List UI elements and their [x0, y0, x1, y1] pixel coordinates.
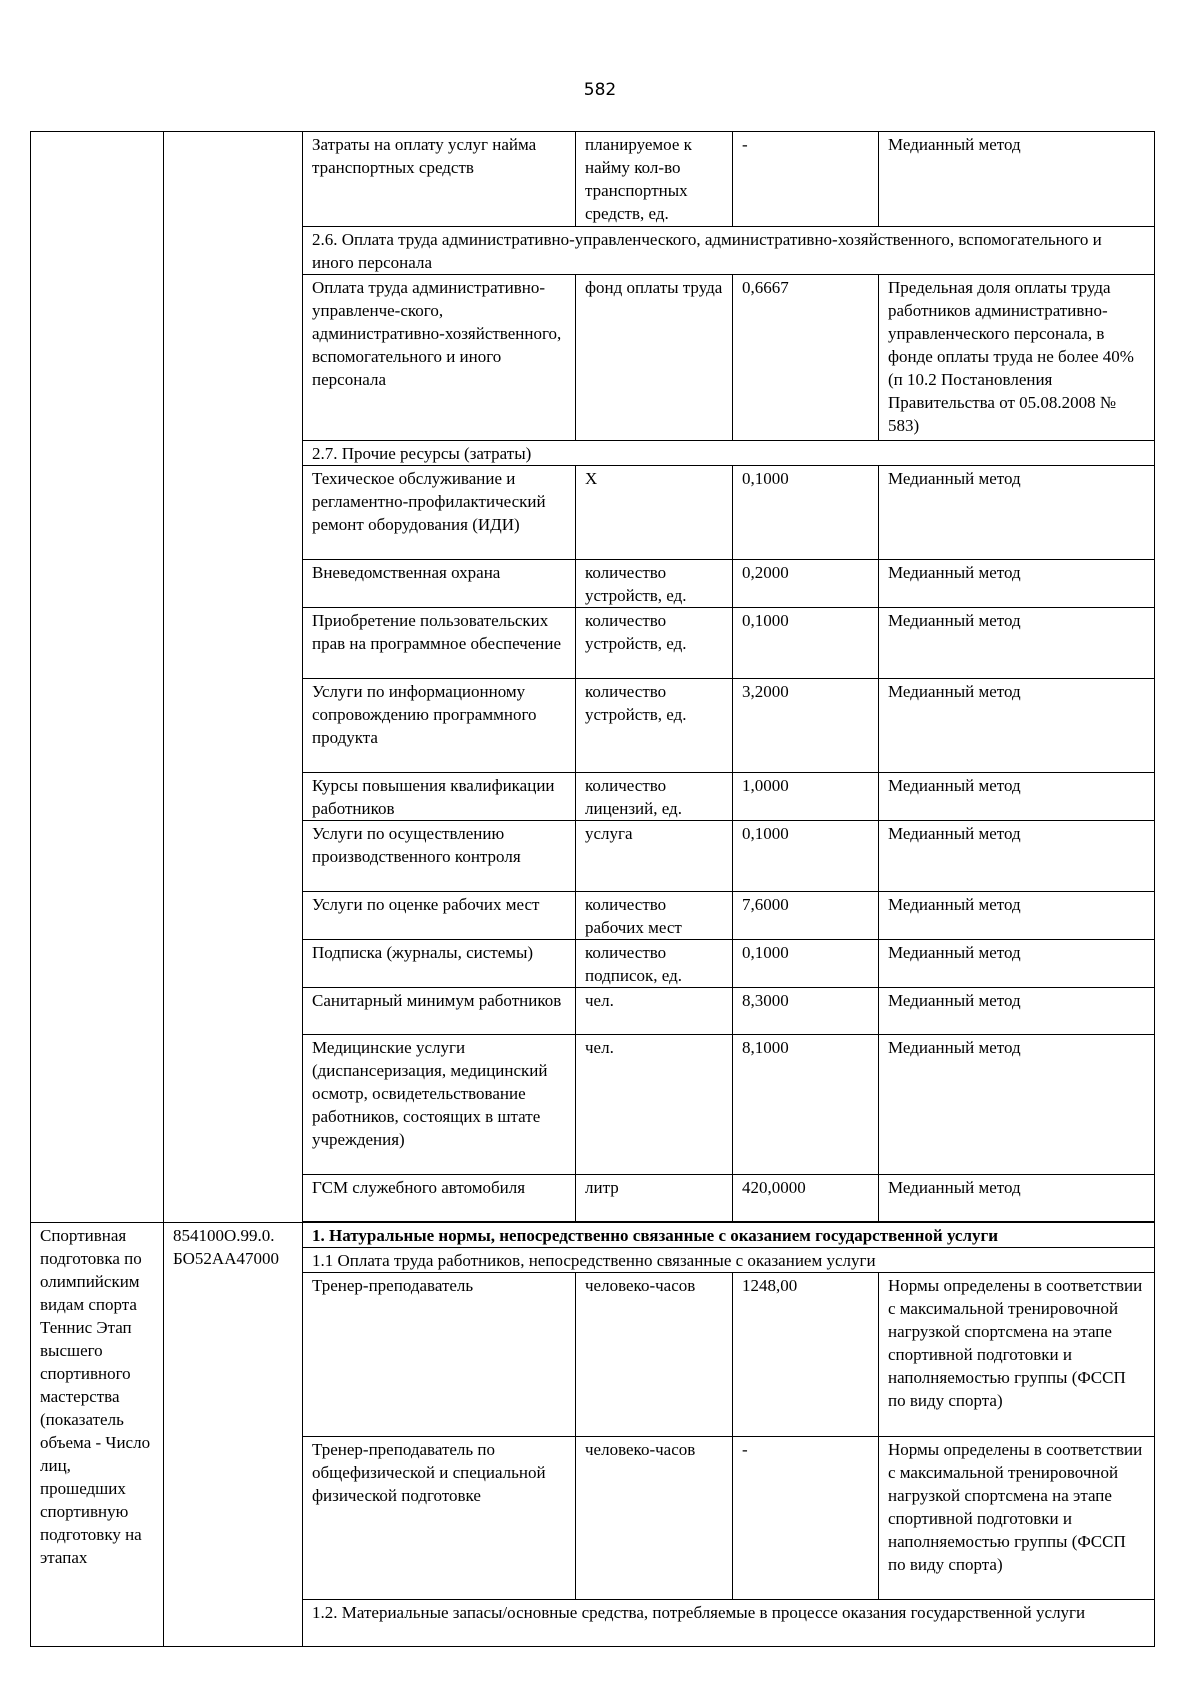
resource-name: ГСМ служебного автомобиля: [303, 1175, 576, 1222]
resource-name: Подписка (журналы, системы): [303, 940, 576, 988]
resource-value: -: [733, 132, 879, 227]
section-2-6-title: 2.6. Оплата труда административно-управленческого, административно-хозяйственного, вспомогательного и иного персонала: [303, 227, 1155, 275]
resource-value: 0,1000: [733, 821, 879, 892]
resource-name: Тренер-преподаватель по общефизической и специальной физической подготовке: [303, 1437, 576, 1600]
resource-value: 0,2000: [733, 560, 879, 608]
resource-value: 8,3000: [733, 988, 879, 1035]
resource-unit: услуга: [576, 821, 733, 892]
service-code-cell-empty: [164, 132, 303, 1223]
table-row: [31, 132, 1155, 227]
resource-basis: Медианный метод: [879, 1035, 1155, 1175]
resource-value: 7,6000: [733, 892, 879, 940]
resource-unit: количество устройств, ед.: [576, 608, 733, 679]
resource-basis: Медианный метод: [879, 560, 1155, 608]
resource-basis: Медианный метод: [879, 608, 1155, 679]
resource-basis: Медианный метод: [879, 773, 1155, 821]
resource-value: 3,2000: [733, 679, 879, 773]
resource-basis: Медианный метод: [879, 821, 1155, 892]
resource-value: 0,1000: [733, 466, 879, 560]
resource-unit: фонд оплаты труда: [576, 275, 733, 441]
service-code: 854100О.99.0. БО52АА47000: [164, 1223, 303, 1647]
resource-unit: человеко-часов: [576, 1437, 733, 1600]
resource-value: 1,0000: [733, 773, 879, 821]
resource-basis: Медианный метод: [879, 892, 1155, 940]
resource-unit: Х: [576, 466, 733, 560]
resource-value: 0,1000: [733, 940, 879, 988]
resource-value: -: [733, 1437, 879, 1600]
resource-name: Медицинские услуги (диспансеризация, медицинский осмотр, освидетельствование работников, состоящих в штате учреждения): [303, 1035, 576, 1175]
norms-table: [30, 131, 1155, 1647]
resource-name: Тренер-преподаватель: [303, 1273, 576, 1437]
resource-basis: Медианный метод: [879, 940, 1155, 988]
resource-value: 0,1000: [733, 608, 879, 679]
resource-name: Услуги по осуществлению производственного контроля: [303, 821, 576, 892]
resource-basis: Нормы определены в соответствии с максимальной тренировочной нагрузкой спортсмена на этапе спортивной подготовки и наполняемостью группы (ФССП по виду спорта): [879, 1273, 1155, 1437]
resource-unit: литр: [576, 1175, 733, 1222]
resource-basis: Медианный метод: [879, 466, 1155, 560]
resource-unit: чел.: [576, 988, 733, 1035]
resource-unit: планируемое к найму кол-во транспортных средств, ед.: [576, 132, 733, 227]
section-2-7-title: 2.7. Прочие ресурсы (затраты): [303, 441, 1155, 466]
resource-basis: Медианный метод: [879, 679, 1155, 773]
resource-name: Услуги по оценке рабочих мест: [303, 892, 576, 940]
resource-value: 8,1000: [733, 1035, 879, 1175]
service-name-cell-empty: [31, 132, 164, 1223]
resource-basis: Медианный метод: [879, 1175, 1155, 1222]
resource-name: Техическое обслуживание и регламентно-профилактический ремонт оборудования (ИДИ): [303, 466, 576, 560]
resource-unit: количество подписок, ед.: [576, 940, 733, 988]
service-name: Спортивная подготовка по олимпийским видам спорта Теннис Этап высшего спортивного мастерства (показатель объема - Число лиц, прошедших спортивную подготовку на этапах: [31, 1223, 164, 1647]
resource-unit: количество устройств, ед.: [576, 560, 733, 608]
resource-unit: количество рабочих мест: [576, 892, 733, 940]
resource-name: Санитарный минимум работников: [303, 988, 576, 1035]
resource-value: 420,0000: [733, 1175, 879, 1222]
section-1-1-title: 1.1 Оплата труда работников, непосредственно связанные с оказанием услуги: [303, 1248, 1155, 1273]
resource-unit: количество устройств, ед.: [576, 679, 733, 773]
resource-unit: количество лицензий, ед.: [576, 773, 733, 821]
resource-name: Вневедомственная охрана: [303, 560, 576, 608]
section-1-title: 1. Натуральные нормы, непосредственно связанные с оказанием государственной услуги: [303, 1223, 1155, 1248]
page-number: 582: [583, 80, 617, 100]
resource-name: Курсы повышения квалификации работников: [303, 773, 576, 821]
resource-value: 0,6667: [733, 275, 879, 441]
section-row: [31, 1223, 1155, 1248]
section-1-2-title: 1.2. Материальные запасы/основные средства, потребляемые в процессе оказания государственной услуги: [303, 1600, 1155, 1647]
resource-basis: Медианный метод: [879, 132, 1155, 227]
resource-name: Услуги по информационному сопровождению программного продукта: [303, 679, 576, 773]
resource-name: Оплата труда административно-управленче-ского, административно-хозяйственного, вспомогательного и иного персонала: [303, 275, 576, 441]
resource-name: Затраты на оплату услуг найма транспортных средств: [303, 132, 576, 227]
resource-value: 1248,00: [733, 1273, 879, 1437]
resource-basis: Предельная доля оплаты труда работников административно-управленческого персонала, в фонде оплаты труда не более 40% (п 10.2 Постановления Правительства от 05.08.2008 № 583): [879, 275, 1155, 441]
resource-name: Приобретение пользовательских прав на программное обеспечение: [303, 608, 576, 679]
resource-basis: Нормы определены в соответствии с максимальной тренировочной нагрузкой спортсмена на этапе спортивной подготовки и наполняемостью группы (ФССП по виду спорта): [879, 1437, 1155, 1600]
resource-basis: Медианный метод: [879, 988, 1155, 1035]
resource-unit: человеко-часов: [576, 1273, 733, 1437]
resource-unit: чел.: [576, 1035, 733, 1175]
